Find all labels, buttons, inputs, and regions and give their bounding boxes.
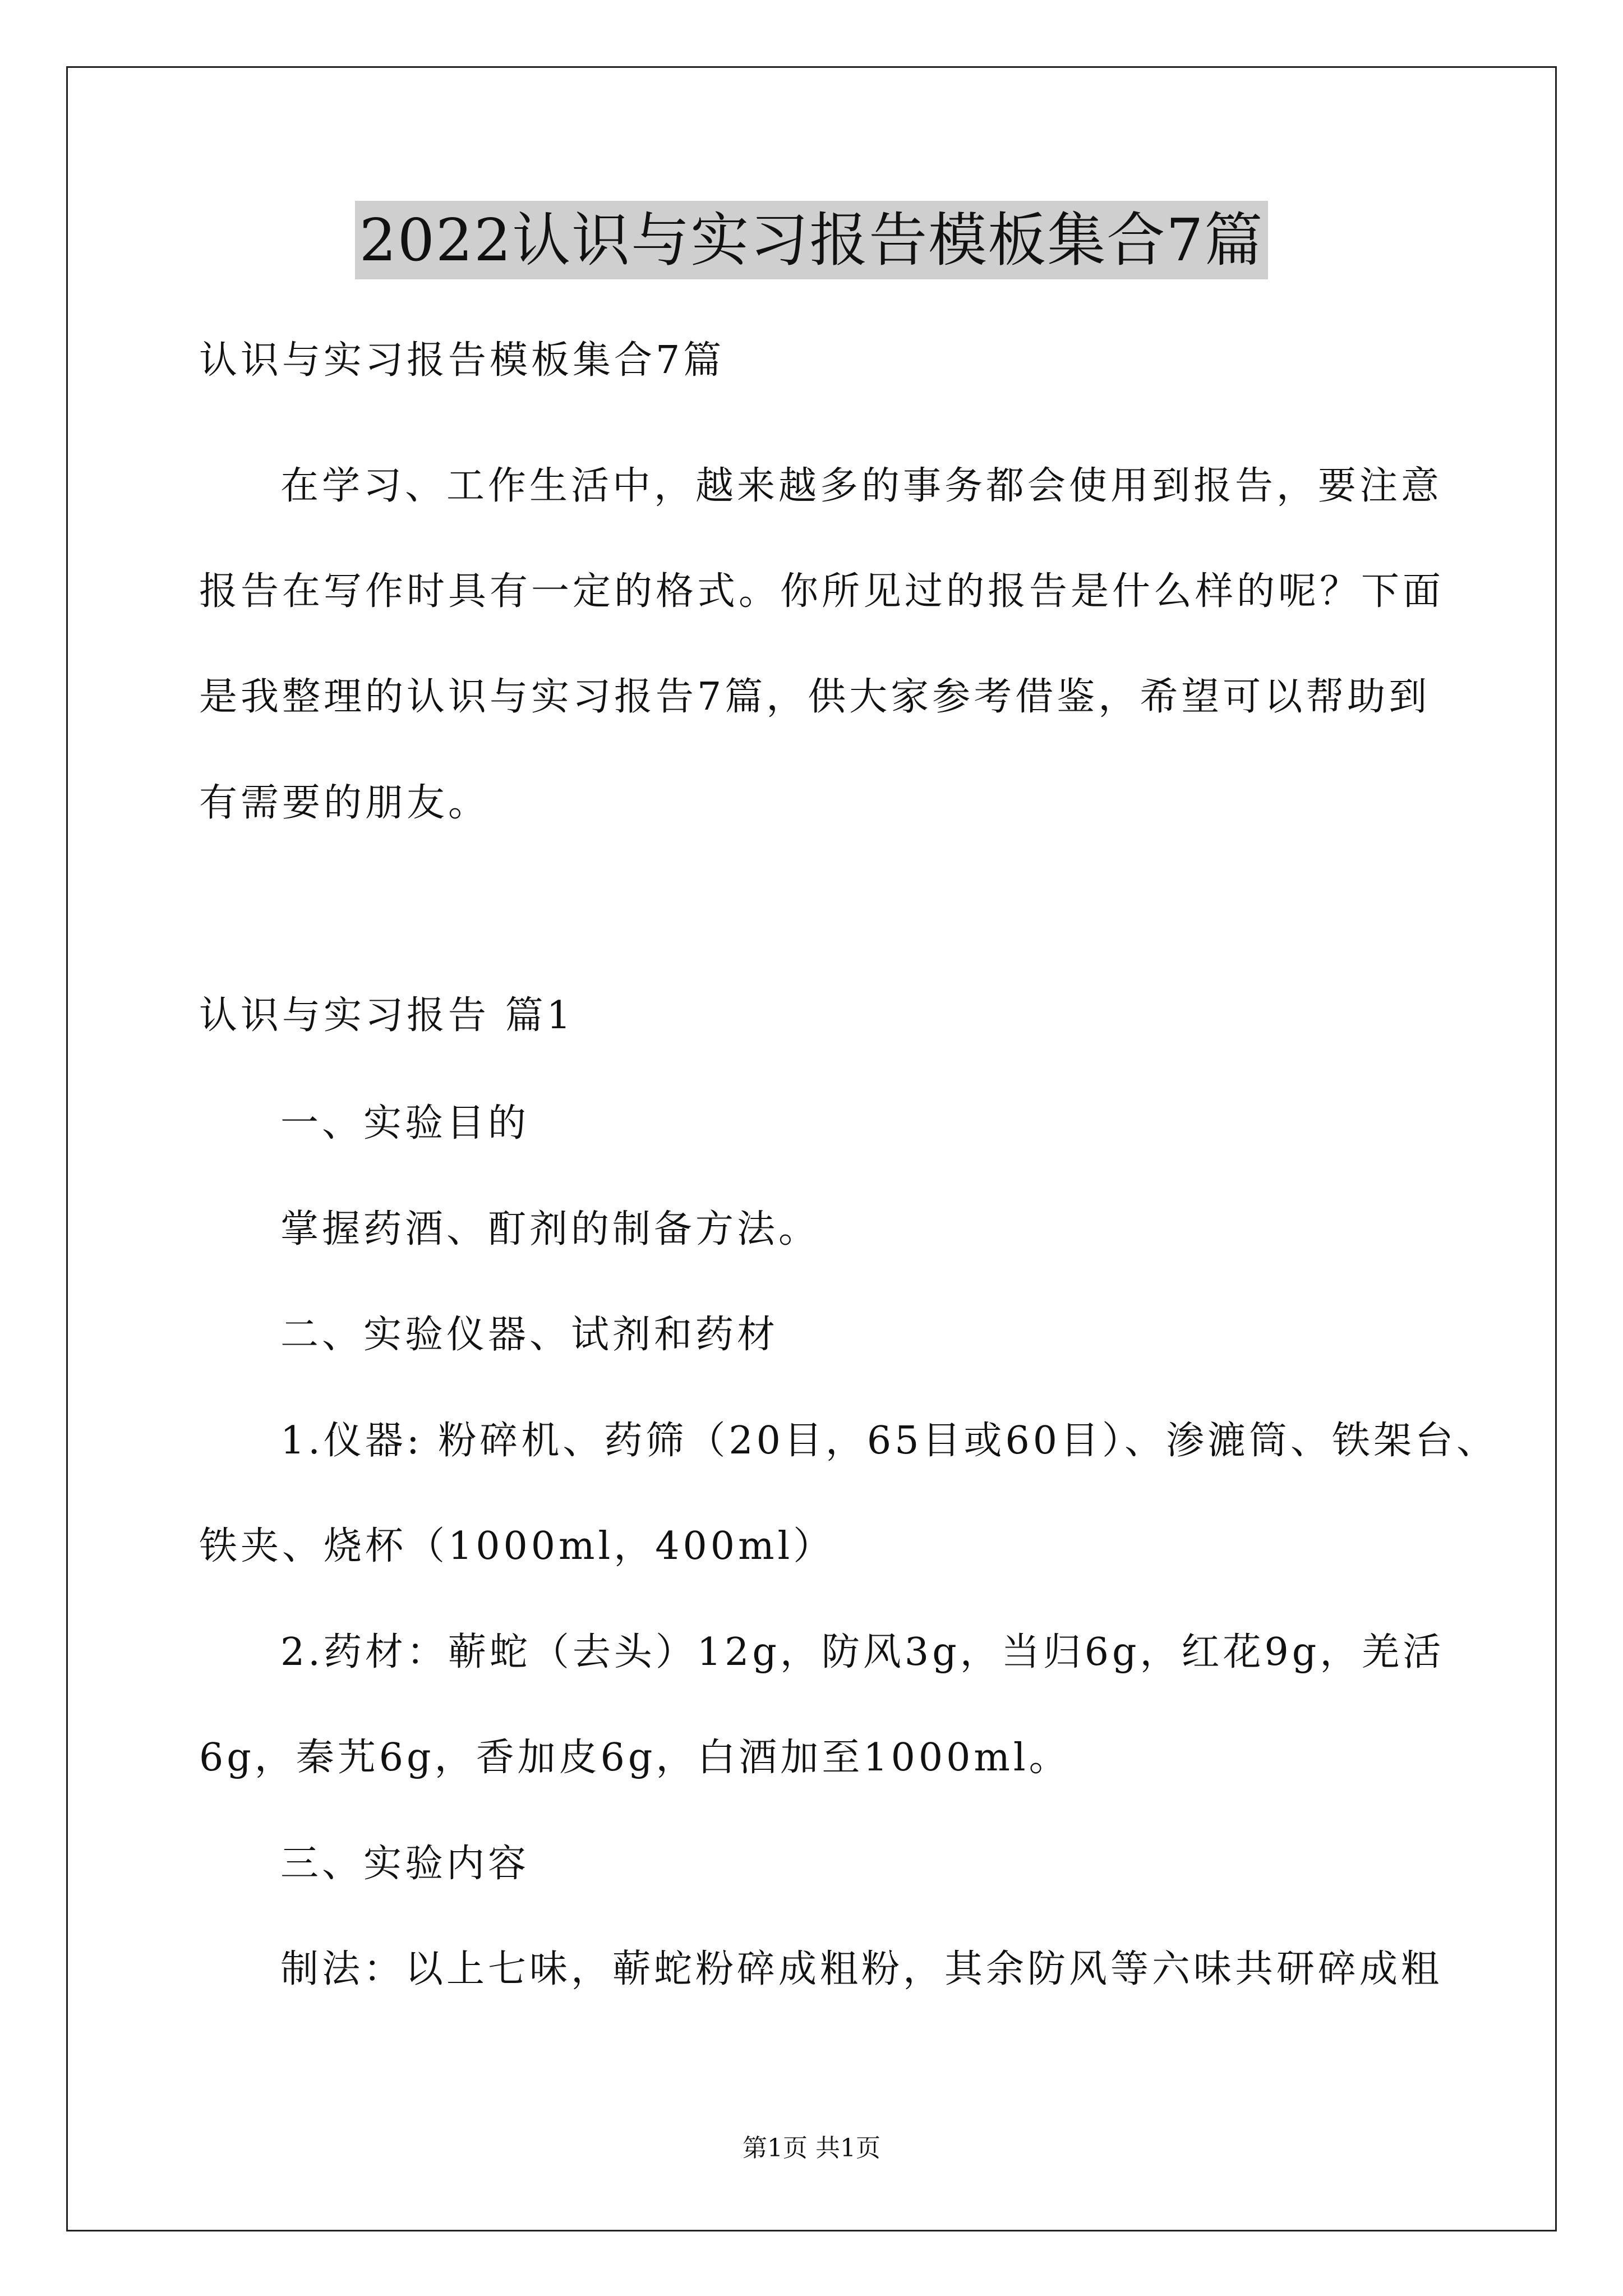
paragraph-line: 6g，秦艽6g，香加皮6g，白酒加至1000ml。	[199, 1736, 1071, 1780]
paragraph-line: 铁夹、烧杯（1000ml，400ml）	[199, 1524, 835, 1568]
subsection-heading: 一、实验目的	[280, 1101, 530, 1145]
page-footer: 第1页 共1页	[743, 2134, 880, 2162]
paragraph-line: 制法：以上七味，蕲蛇粉碎成粗粉，其余防风等六味共研碎成粗	[280, 1947, 1443, 1991]
paragraph-line: 掌握药酒、酊剂的制备方法。	[280, 1207, 820, 1251]
page-border	[66, 66, 1557, 2231]
title-container	[0, 201, 1623, 279]
paragraph-line: 在学习、工作生活中，越来越多的事务都会使用到报告，要注意	[280, 464, 1443, 508]
subtitle-line: 认识与实习报告模板集合7篇	[199, 338, 725, 383]
paragraph-line: 是我整理的认识与实习报告7篇，供大家参考借鉴，希望可以帮助到	[199, 675, 1431, 719]
paragraph-line: 1.仪器: 粉碎机、药筛（20目，65目或60目）、渗漉筒、铁架台、	[280, 1419, 1498, 1463]
subsection-heading: 二、实验仪器、试剂和药材	[280, 1313, 779, 1357]
paragraph-line: 报告在写作时具有一定的格式。你所见过的报告是什么样的呢？下面	[199, 569, 1445, 614]
paragraph-line: 有需要的朋友。	[199, 781, 490, 825]
document-title: 2022认识与实习报告模板集合7篇	[355, 201, 1269, 279]
paragraph-line: 2.药材：蕲蛇（去头）12g，防风3g，当归6g，红花9g，羌活	[280, 1630, 1445, 1674]
subsection-heading: 三、实验内容	[280, 1842, 530, 1886]
section-heading: 认识与实习报告 篇1	[199, 993, 574, 1038]
